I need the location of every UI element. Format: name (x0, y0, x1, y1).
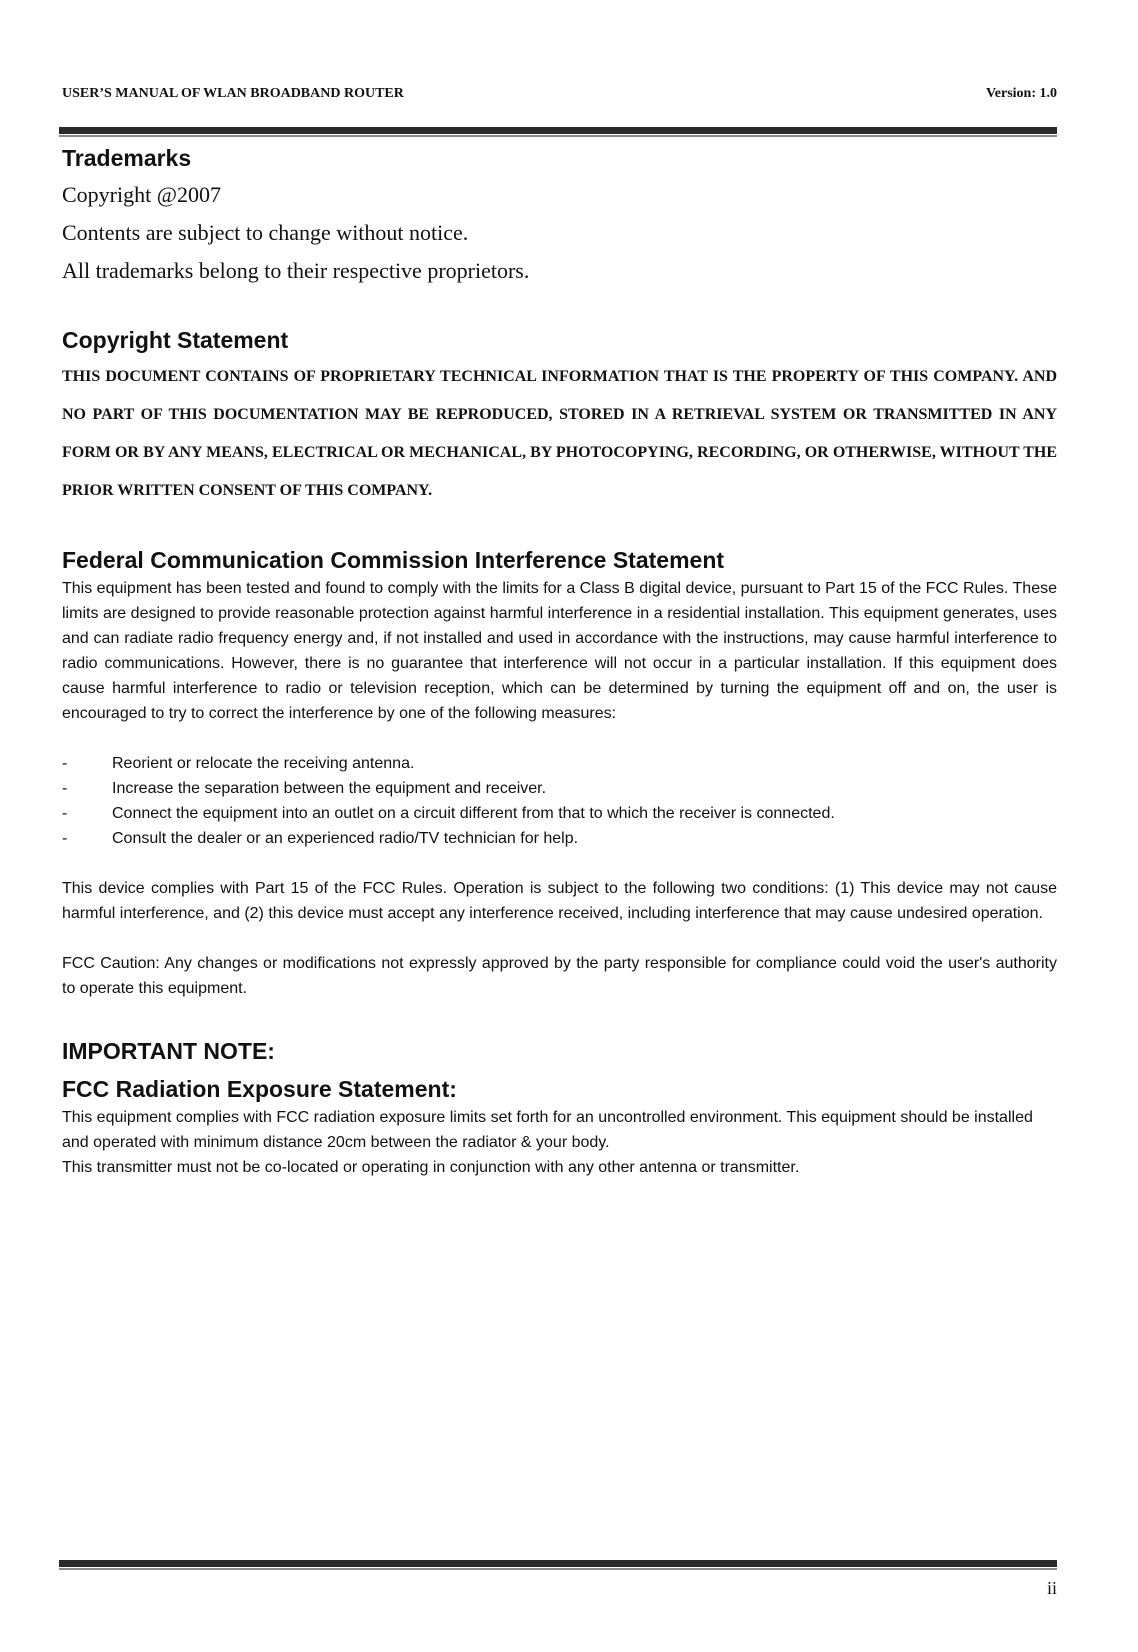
radiation-exposure-paragraph: This equipment complies with FCC radiation exposure limits set forth for an uncontrolled environment. This equipment should be installed and operated with minimum distance 20cm between the radiator & your body. (62, 1109, 1033, 1151)
trademarks-owners-line: All trademarks belong to their respective proprietors. (62, 258, 530, 283)
footer-rule (59, 1560, 1057, 1570)
list-item-text: Increase the separation between the equipment and receiver. (112, 780, 547, 797)
trademarks-heading: Trademarks (62, 145, 192, 171)
copyright-heading: Copyright Statement (62, 327, 289, 353)
radiation-exposure-heading: FCC Radiation Exposure Statement: (62, 1076, 457, 1102)
fcc-caution-paragraph: FCC Caution: Any changes or modifications not expressly approved by the party responsible for compliance could void the user's authority to operate this equipment. (62, 955, 1057, 997)
list-dash: - (62, 805, 68, 822)
header-version: Version: 1.0 (985, 86, 1057, 101)
important-note-heading: IMPORTANT NOTE: (62, 1038, 275, 1064)
trademarks-notice-line: Contents are subject to change without notice. (62, 220, 469, 245)
list-dash: - (62, 780, 68, 797)
page-number: ii (1046, 1578, 1057, 1598)
list-item (62, 776, 1057, 801)
header-rule (59, 127, 1057, 137)
header-title: USER’S MANUAL OF WLAN BROADBAND ROUTER (62, 86, 404, 101)
copyright-body: THIS DOCUMENT CONTAINS OF PROPRIETARY TECHNICAL INFORMATION THAT IS THE PROPERTY OF THIS COMPANY. AND NO PART OF THIS DOCUMENTATION MAY BE REPRODUCED, STORED IN A RETRIEVAL SYSTEM OR TRANSMITTED IN ANY FORM OR BY ANY MEANS, ELECTRICAL OR MECHANICAL, BY PHOTOCOPYING, RECORDING, OR OTHERWISE, WITHOUT THE PRIOR WRITTEN CONSENT OF THIS COMPANY. (62, 368, 1057, 499)
fcc-intro-paragraph: This equipment has been tested and found to comply with the limits for a Class B digital device, pursuant to Part 15 of the FCC Rules. These limits are designed to provide reasonable protection against harmful interference in a residential installation. This equipment generates, uses and can radiate radio frequency energy and, if not installed and used in accordance with the instructions, may cause harmful interference to radio communications. However, there is no guarantee that interference will not occur in a particular installation. If this equipment does cause harmful interference to radio or television reception, which can be determined by turning the equipment off and on, the user is encouraged to try to correct the interference by one of the following measures: (62, 580, 1057, 722)
page-content (62, 142, 1057, 1180)
list-item (62, 751, 1057, 776)
list-item-text: Consult the dealer or an experienced radio/TV technician for help. (112, 830, 579, 847)
list-item-text: Connect the equipment into an outlet on a circuit different from that to which the receiver is connected. (112, 805, 835, 822)
fcc-heading: Federal Communication Commission Interference Statement (62, 547, 725, 573)
list-item (62, 826, 1057, 851)
list-item (62, 801, 1057, 826)
list-dash: - (62, 830, 68, 847)
list-dash: - (62, 755, 68, 772)
fcc-measures-list (62, 751, 1057, 851)
trademarks-copyright-line: Copyright @2007 (62, 182, 221, 207)
list-item-text: Reorient or relocate the receiving antenna. (112, 755, 415, 772)
transmitter-colocation-paragraph: This transmitter must not be co-located or operating in conjunction with any other antenna or transmitter. (62, 1159, 800, 1176)
fcc-part15-paragraph: This device complies with Part 15 of the FCC Rules. Operation is subject to the following two conditions: (1) This device may not cause harmful interference, and (2) this device must accept any interference received, including interference that may cause undesired operation. (62, 880, 1057, 922)
